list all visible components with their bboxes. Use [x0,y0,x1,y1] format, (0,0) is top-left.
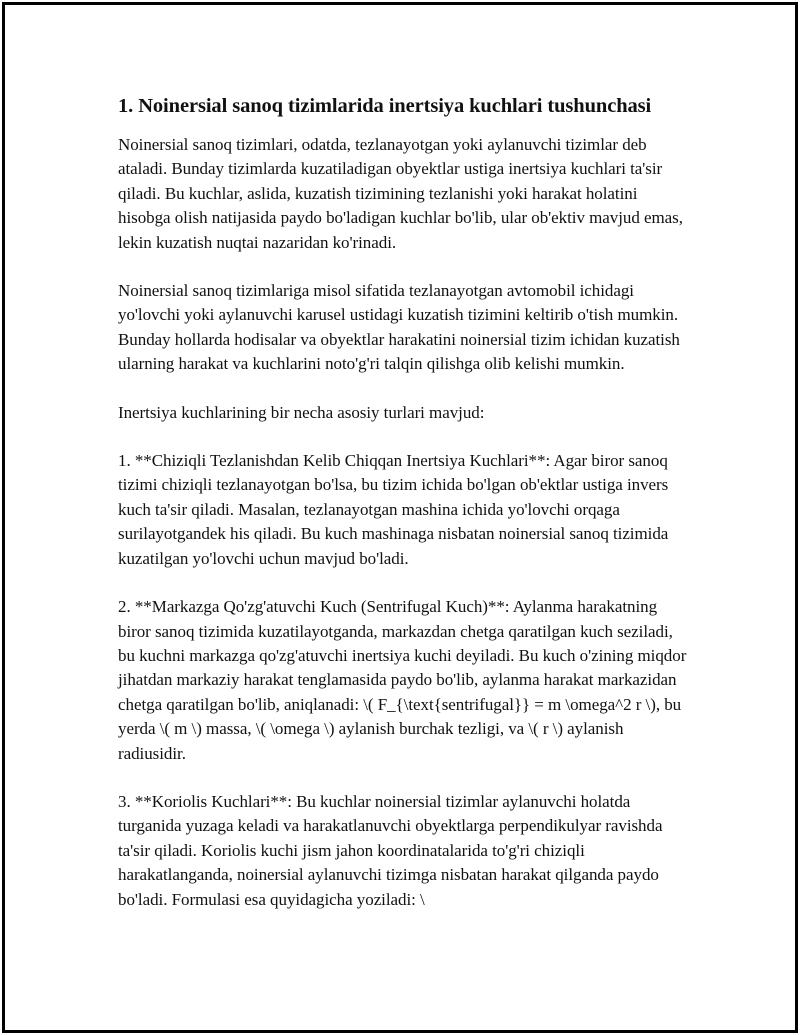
paragraph-examples: Noinersial sanoq tizimlariga misol sifatida tezlanayotgan avtomobil ichidagi yo'lovchi yoki aylanuvchi karusel ustidagi kuzatish tizimini keltirib o'tish mumkin. Bunday hollarda hodisalar va obyektlar harakatini noinersial tizim ichidan kuzatish ularning harakat va kuchlarini noto'g'ri talqin qilishga olib kelishi mumkin. [118,281,680,374]
section-heading: 1. Noinersial sanoq tizimlarida inertsiya kuchlari tushunchasi [118,95,652,117]
paragraph-intro: Noinersial sanoq tizimlari, odatda, tezlanayotgan yoki aylanuvchi tizimlar deb ataladi. Bunday tizimlarda kuzatiladigan obyektlar ustiga inertsiya kuchlari ta'sir qiladi. Bu kuchlar, aslida, kuzatish tizimining tezlanishi yoki harakat holatini hisobga olish natijasida paydo bo'ladigan kuchlar bo'lib, ular ob'ektiv mavjud emas, lekin kuzatish nuqtai nazaridan ko'rinadi. [118,135,683,252]
document-body [118,93,688,936]
paragraph-types-intro: Inertsiya kuchlarining bir necha asosiy turlari mavjud: [118,402,485,422]
paragraph-centrifugal: 2. **Markazga Qo'zg'atuvchi Kuch (Sentrifugal Kuch)**: Aylanma harakatning biror sanoq tizimida kuzatilayotganda, markazdan chetga qaratilgan kuch seziladi, bu kuchni markazga qo'zg'atuvchi inertsiya kuchi deyiladi. Bu kuch o'zining miqdor jihatdan markaziy harakat tenglamasida paydo bo'lib, aylanma harakat markazidan chetga qaratilgan bo'lib, aniqlanadi: \( F_{\text{sentrifugal}} = m \omega^2 r \), bu yerda \( m \) massa, \( \omega \) aylanish burchak tezligi, va \( r \) aylanish radiusidir. [118,597,687,763]
paragraph-coriolis: 3. **Koriolis Kuchlari**: Bu kuchlar noinersial tizimlar aylanuvchi holatda turganida yuzaga keladi va harakatlanuvchi obyektlarga perpendikulyar ravishda ta'sir qiladi. Koriolis kuchi jism jahon koordinatalarida to'g'ri chiziqli harakatlanganda, noinersial aylanuvchi tizimga nisbatan harakat qilganda paydo bo'ladi. Formulasi esa quyidagicha yoziladi: \ [118,791,663,909]
paragraph-linear-inertia: 1. **Chiziqli Tezlanishdan Kelib Chiqqan Inertsiya Kuchlari**: Agar biror sanoq tizimi chiziqli tezlanayotgan bo'lsa, bu tizim ichida bo'lgan ob'ektlar ustiga invers kuch ta'sir qiladi. Masalan, tezlanayotgan mashina ichida yo'lovchi orqaga surilayotgandek his qiladi. Bu kuch mashinaga nisbatan noinersial sanoq tizimida kuzatilgan yo'lovchi uchun mavjud bo'ladi. [118,451,669,568]
